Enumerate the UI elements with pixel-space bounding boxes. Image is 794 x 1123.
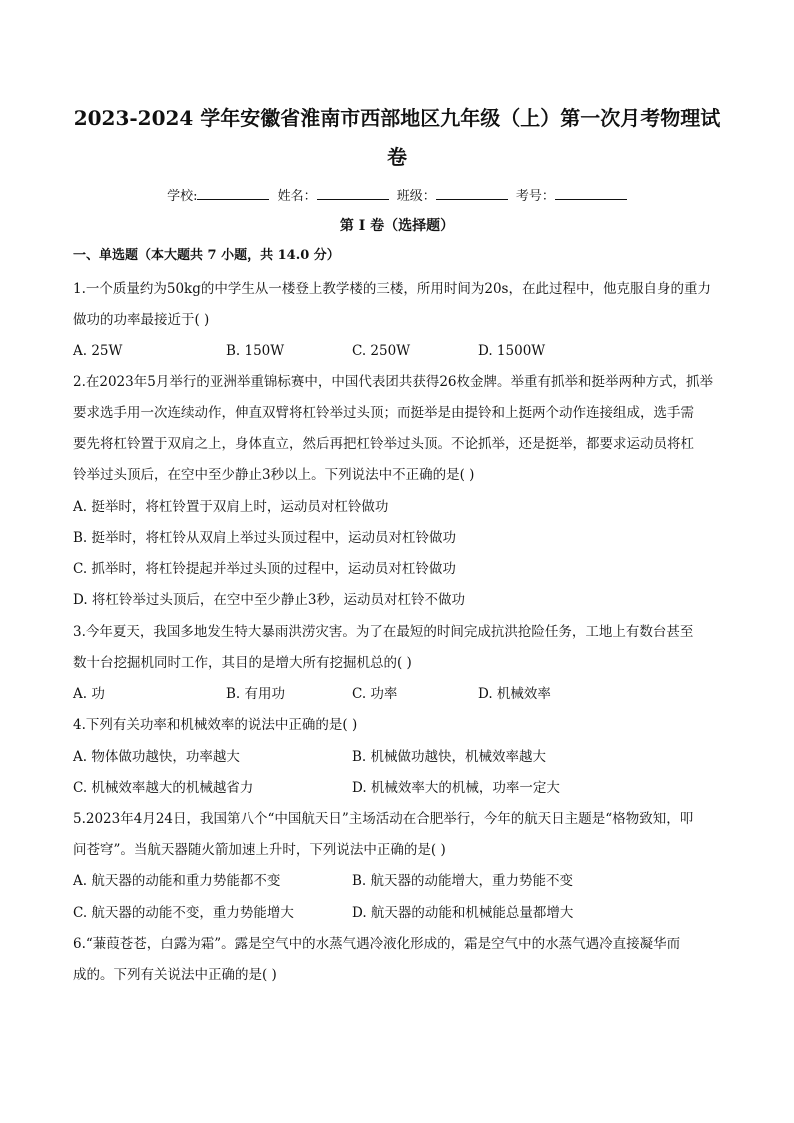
question-3-line1: 3.今年夏天，我国多地发生特大暴雨洪涝灾害。为了在最短的时间完成抗洪抢险任务，工地上有数台甚至 [73, 624, 694, 640]
question-2-option-d: D. 将杠铃举过头顶后，在空中至少静止3秒，运动员对杠铃不做功 [73, 592, 466, 608]
question-5-option-a: A. 航天器的动能和重力势能都不变 [73, 873, 281, 889]
name-label: 姓名： [277, 189, 317, 204]
question-1-option-c: C. 250W [352, 343, 411, 359]
number-label: 考号： [515, 189, 555, 204]
name-blank [317, 185, 389, 200]
question-1-line2: 做功的功率最接近于( ) [73, 312, 210, 328]
question-1-option-d: D. 1500W [478, 343, 546, 359]
question-5-option-c: C. 航天器的动能不变，重力势能增大 [73, 905, 294, 921]
question-2-line4: 铃举过头顶后，在空中至少静止3秒以上。下列说法中不正确的是( ) [73, 467, 475, 483]
question-4-option-b: B. 机械做功越快，机械效率越大 [352, 749, 547, 765]
question-6-line2: 成的。下列有关说法中正确的是( ) [73, 967, 277, 983]
question-5-line1: 5.2023年4月24日，我国第八个“中国航天日”主场活动在合肥举行，今年的航天日主题是“格物致知，叩 [73, 811, 694, 827]
section-title: 第 I 卷（选择题） [339, 218, 455, 234]
class-blank [436, 185, 508, 200]
question-3-option-a: A. 功 [73, 686, 105, 702]
question-4-option-c: C. 机械效率越大的机械越省力 [73, 780, 254, 796]
question-2-line2: 要求选手用一次连续动作，伸直双臂将杠铃举过头顶；而挺举是由提铃和上挺两个动作连接组成，选手需 [73, 405, 694, 421]
question-2-option-b: B. 挺举时，将杠铃从双肩上举过头顶过程中，运动员对杠铃做功 [73, 530, 457, 546]
question-4-option-d: D. 机械效率大的机械，功率一定大 [352, 780, 560, 796]
number-blank [555, 185, 627, 200]
question-3-option-b: B. 有用功 [226, 686, 286, 702]
class-label: 班级： [396, 189, 436, 204]
exam-title-line1: 2023-2024 学年安徽省淮南市西部地区九年级（上）第一次月考物理试 [73, 106, 721, 130]
question-2-line1: 2.在2023年5月举行的亚洲举重锦标赛中，中国代表团共获得26枚金牌。举重有抓举和挺举两种方式，抓举 [73, 374, 714, 390]
question-2-option-c: C. 抓举时，将杠铃提起并举过头顶的过程中，运动员对杠铃做功 [73, 561, 456, 577]
question-4-option-a: A. 物体做功越快，功率越大 [73, 749, 240, 765]
student-info-line [0, 185, 794, 207]
part-heading: 一、单选题（本大题共 7 小题，共 14.0 分） [73, 248, 340, 263]
question-5-option-d: D. 航天器的动能和机械能总量都增大 [352, 905, 574, 921]
question-3-line2: 数十台挖掘机同时工作，其目的是增大所有挖掘机总的( ) [73, 655, 412, 671]
question-5-option-b: B. 航天器的动能增大，重力势能不变 [352, 873, 574, 889]
school-label: 学校: [167, 189, 198, 204]
question-6-line1: 6.“蒹葭苍苍，白露为霜”。露是空气中的水蒸气遇冷液化形成的，霜是空气中的水蒸气遇冷直接凝华而 [73, 936, 681, 952]
question-3-option-d: D. 机械效率 [478, 686, 551, 702]
question-3-option-c: C. 功率 [352, 686, 398, 702]
exam-title-line2: 卷 [387, 145, 407, 169]
question-2-line3: 要先将杠铃置于双肩之上，身体直立，然后再把杠铃举过头顶。不论抓举，还是挺举，都要求运动员将杠 [73, 436, 694, 452]
question-2-option-a: A. 挺举时，将杠铃置于双肩上时，运动员对杠铃做功 [73, 499, 389, 515]
question-5-line2: 问苍穹”。当航天器随火箭加速上升时，下列说法中正确的是( ) [73, 842, 446, 858]
school-blank [197, 185, 269, 200]
question-4-line1: 4.下列有关功率和机械效率的说法中正确的是( ) [73, 717, 358, 733]
question-1-line1: 1.一个质量约为50kg的中学生从一楼登上教学楼的三楼，所用时间为20s，在此过程中，他克服自身的重力 [73, 281, 711, 297]
question-1-option-a: A. 25W [73, 343, 123, 359]
question-1-option-b: B. 150W [226, 343, 285, 359]
